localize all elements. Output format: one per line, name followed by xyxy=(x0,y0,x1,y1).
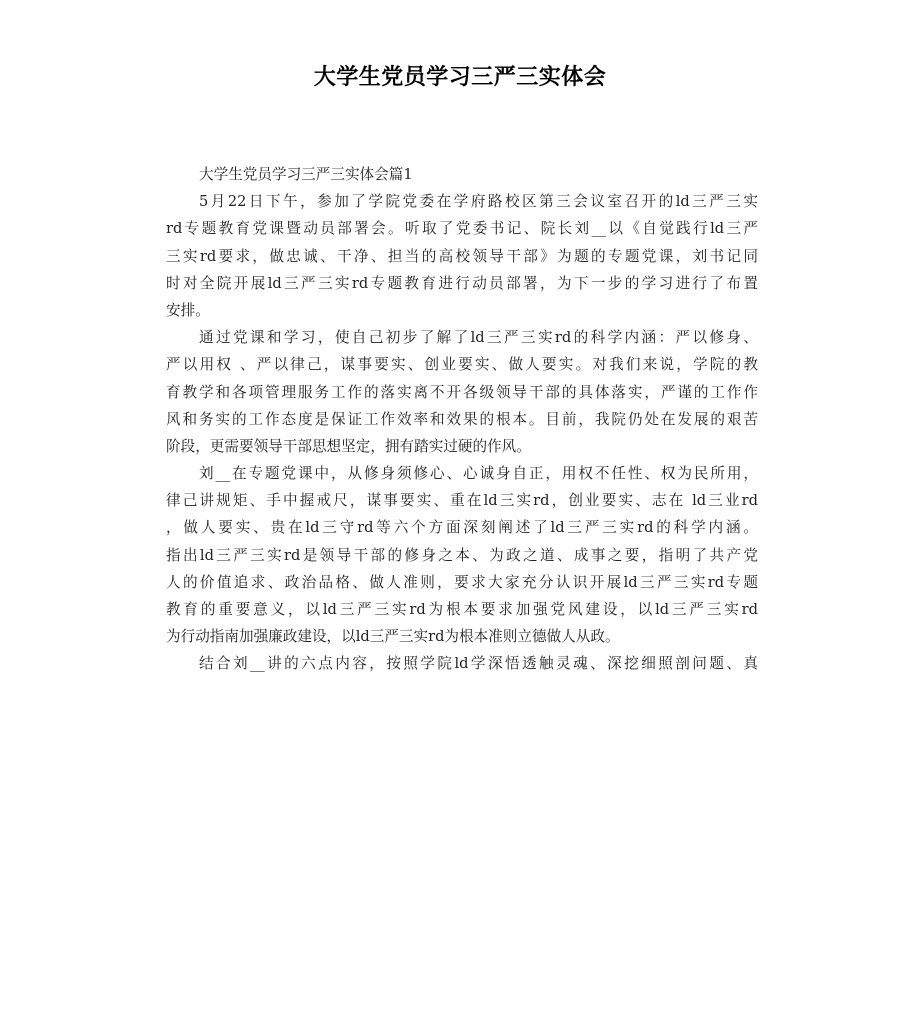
text-line: 教育的重要意义，以ld三严三实rd为根本要求加强党风建设，以ld三严三实rd xyxy=(166,601,758,618)
text-line: 结合刘__讲的六点内容，按照学院ld学深悟透触灵魂、深挖细照剖问题、真 xyxy=(199,655,758,673)
text-line: 律己讲规矩、手中握戒尺，谋事要实、重在ld三实rd，创业要实、志在 ld三业rd xyxy=(166,492,758,510)
text-line: 5月22日下午，参加了学院党委在学府路校区第三会议室召开的ld三严三实 xyxy=(199,193,758,211)
text-line: 大学生党员学习三严三实体会篇1 xyxy=(199,166,413,183)
text-line: 时对全院开展ld三严三实rd专题教育进行动员部署，为下一步的学习进行了布置 xyxy=(166,274,758,292)
document-title: 大学生党员学习三严三实体会 xyxy=(313,65,607,90)
text-line: 风和务实的工作态度是保证工作效率和效果的根本。目前，我院仍处在发展的艰苦 xyxy=(166,410,758,428)
text-line: 安排。 xyxy=(166,301,210,319)
text-line: 人的价值追求、政治品格、做人准则，要求大家充分认识开展ld三严三实rd专题 xyxy=(166,573,758,591)
text-line: 指出ld三严三实rd是领导干部的修身之本、为政之道、成事之要，指明了共产党 xyxy=(166,546,758,564)
text-line: 刘__在专题党课中，从修身须修心、心诚身自正，用权不任性、权为民所用， xyxy=(199,465,758,483)
text-line: 育教学和各项管理服务工作的落实离不开各级领导干部的具体落实，严谨的工作作 xyxy=(166,383,758,401)
text-line: 为行动指南加强廉政建设，以ld三严三实rd为根本准则立德做人从政。 xyxy=(166,628,620,646)
text-line: 通过党课和学习，使自己初步了解了ld三严三实rd的科学内涵：严以修身、 xyxy=(199,329,758,347)
text-line: 三实rd要求，做忠诚、干净、担当的高校领导干部》为题的专题党课，刘书记同 xyxy=(166,247,758,265)
text-line: rd专题教育党课暨动员部署会。听取了党委书记、院长刘__以《自觉践行ld三严 xyxy=(166,220,758,238)
text-line: ，做人要实、贵在ld三守rd等六个方面深刻阐述了ld三严三实rd的科学内涵。 xyxy=(166,519,758,537)
document-body xyxy=(166,161,758,678)
text-line: 严以用权 、严以律己，谋事要实、创业要实、做人要实。对我们来说，学院的教 xyxy=(166,356,758,374)
text-line: 阶段，更需要领导干部思想坚定，拥有踏实过硬的作风。 xyxy=(166,437,531,455)
